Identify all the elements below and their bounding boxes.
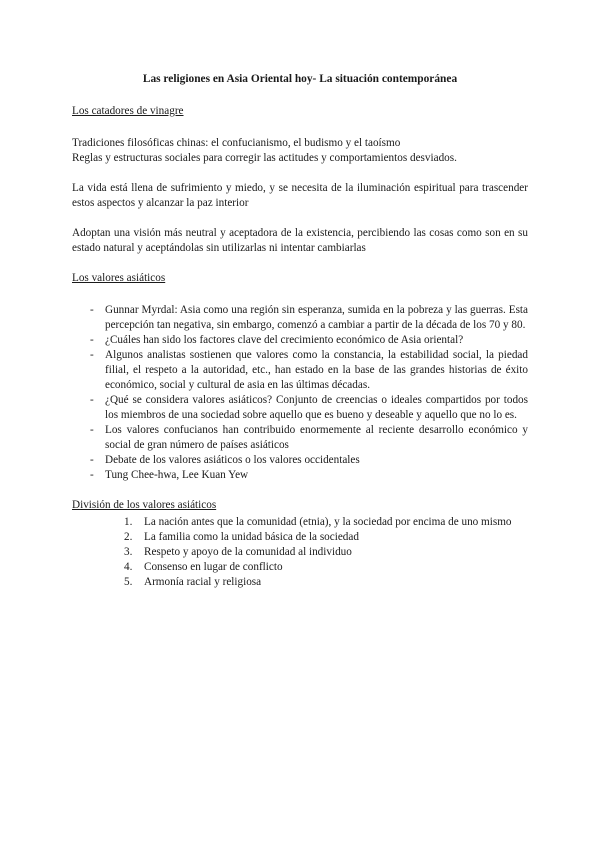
paragraph: Tradiciones filosóficas chinas: el confucianismo, el budismo y el taoísmo: [72, 137, 401, 149]
document-page: [72, 72, 528, 590]
list-number: 4.: [124, 561, 133, 573]
list-item-text: Respeto y apoyo de la comunidad al individuo: [144, 546, 352, 558]
list-item: [124, 575, 528, 590]
list-number: 2.: [124, 531, 133, 543]
page-title: Las religiones en Asia Oriental hoy- La situación contemporánea: [142, 73, 458, 85]
section-heading-vinagre: Los catadores de vinagre: [72, 105, 184, 117]
list-item: [124, 545, 528, 560]
paragraph: Reglas y estructuras sociales para corregir las actitudes y comportamientos desviados.: [72, 152, 457, 164]
list-item: - Tung Chee-hwa, Lee Kuan Yew: [105, 468, 528, 483]
list-item: - Gunnar Myrdal: Asia como una región sin esperanza, sumida en la pobreza y las guerras. Esta percepción tan negativa, sin embargo, comenzó a cambiar a partir de la década de los 70 y 80.: [105, 303, 528, 333]
list-item: - Debate de los valores asiáticos o los valores occidentales: [105, 453, 528, 468]
list-number: 3.: [124, 546, 133, 558]
list-item-text: La familia como la unidad básica de la sociedad: [144, 531, 359, 543]
list-item-text: Consenso en lugar de conflicto: [144, 561, 283, 573]
section-heading-division: División de los valores asiáticos: [72, 499, 217, 511]
paragraph: Adoptan una visión más neutral y aceptadora de la existencia, percibiendo las cosas como son en su estado natural y aceptándolas sin utilizarlas ni intentar cambiarlas: [72, 227, 528, 254]
list-item: [124, 560, 528, 575]
dash-list: [72, 303, 528, 483]
list-item-text: Armonía racial y religiosa: [144, 576, 262, 588]
list-item-text: La nación antes que la comunidad (etnia), y la sociedad por encima de uno mismo: [144, 516, 512, 528]
list-number: 5.: [124, 576, 133, 588]
list-item: - ¿Qué se considera valores asiáticos? Conjunto de creencias o ideales compartidos por todos los miembros de una sociedad sobre aquello que es bueno y deseable y aquello que no lo es.: [105, 393, 528, 423]
numbered-list: [72, 515, 528, 590]
section-heading-valores: Los valores asiáticos: [72, 272, 166, 284]
list-item: - Los valores confucianos han contribuido enormemente al reciente desarrollo económico y social de gran número de países asiáticos: [105, 423, 528, 453]
list-item: - Algunos analistas sostienen que valores como la constancia, la estabilidad social, la piedad filial, el respeto a la autoridad, etc., han estado en la base de las grandes historias de éxito económico, social y cultural de asia en las últimas décadas.: [105, 348, 528, 393]
list-number: 1.: [124, 516, 133, 528]
paragraph: La vida está llena de sufrimiento y miedo, y se necesita de la iluminación espiritual para trascender estos aspectos y alcanzar la paz interior: [72, 182, 528, 209]
list-item: [124, 515, 528, 530]
list-item: [124, 530, 528, 545]
list-item: - ¿Cuáles han sido los factores clave del crecimiento económico de Asia oriental?: [105, 333, 528, 348]
